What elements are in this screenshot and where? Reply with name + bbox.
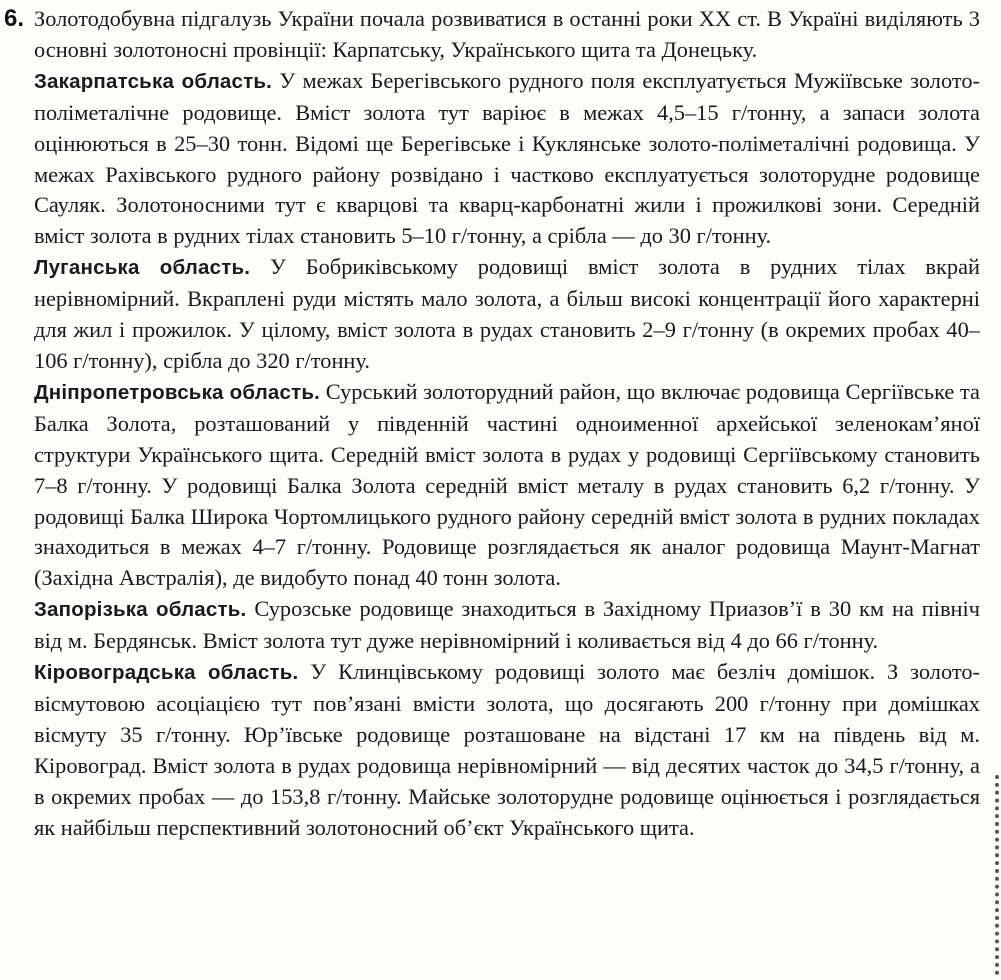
- question-number: 6.: [4, 5, 25, 32]
- region-heading: Кіровоградська область.: [34, 661, 299, 685]
- section-zaporizhzhia: [34, 594, 980, 657]
- section-text: Сурський золоторудний район, що включає родовища Сергіївське та Балка Золота, розташований у південній частині одноименної архейської зеленокам’яної структури Українського щита. Середній вміст золота в рудах у родовищі Сергіївському становить 7–8 г/тонну. У родовищі Балка Золота середній вміст металу в рудах становить 6,2 г/тонну. У родовищі Балка Широка Чортомлицького рудного району середній вміст золота в рудних покладах знаходиться в межах 4–7 г/тонну. Родовище розглядається як аналог родовища Маунт-Магнат (Західна Австралія), де видобуто понад 40 тонн золота.: [34, 378, 980, 591]
- section-text: У межах Берегівського рудного поля експлуатується Мужіївське золото-поліметалічне родовище. Вміст золота тут варіює в межах 4,5–15 г/тонну, а запаси золота оцінюються в 25–30 тонн. Відомі ще Берегівське і Куклянське золото-поліметалічні родовища. У межах Рахівського рудного району розвідано і частково експлуатується золоторудне родовище Сауляк. Золотоносними тут є кварцові та кварц-карбонатні жили і прожилкові зони. Середній вміст золота в рудних тілах становить 5–10 г/тонну, а срібла — до 30 г/тонну.: [34, 67, 980, 249]
- answer-text: [34, 4, 980, 843]
- section-text: У Бобриківському родовищі вміст золота в рудних тілах вкрай нерівномірний. Вкраплені руди містять мало золота, а більш високі концентрації його характерні для жил і прожилок. У цілому, вміст золота в рудах становить 2–9 г/тонну (в окремих пробах 40–106 г/тонну), срібла до 320 г/тонну.: [34, 254, 980, 373]
- section-luhansk: [34, 252, 980, 377]
- region-heading: Дніпропетровська область.: [34, 380, 321, 404]
- section-text: У Клинцівському родовищі золото має безліч домішок. З золото-вісмутовою асоціацією тут пов’язані вмісти золота, що досягають 200 г/тонну при домішках вісмуту 35 г/тонну. Юр’ївське родовище розташоване на відстані 17 км на південь від м. Кіровоград. Вміст золота в рудах родовища нерівномірний — від десятих часток до 34,5 г/тонну, а в окремих пробах — до 153,8 г/тонну. Майське золоторудне родовище оцінюється і розглядається як найбільш перспективний золотоносний об’єкт Українського щита.: [34, 659, 981, 840]
- section-zakarpattia: [34, 66, 980, 252]
- page-edge-decoration: [991, 775, 999, 975]
- region-heading: Запорізька область.: [34, 598, 247, 622]
- region-heading: Луганська область.: [34, 256, 251, 280]
- section-kirovohrad: [34, 657, 980, 843]
- section-text: Сурозське родовище знаходиться в Західному Приазов’ї в 30 км на північ від м. Бердянськ. Вміст золота тут дуже нерівномірний і коливається від 4 до 66 г/тонну.: [34, 596, 981, 654]
- section-dnipropetrovsk: [34, 377, 980, 594]
- region-heading: Закарпатська область.: [34, 69, 273, 93]
- intro-paragraph: Золотодобувна підгалузь України почала розвиватися в останні роки XX ст. В Україні виділяють 3 основні золотоносні провінції: Карпатську, Українського щита та Донецьку.: [34, 6, 980, 62]
